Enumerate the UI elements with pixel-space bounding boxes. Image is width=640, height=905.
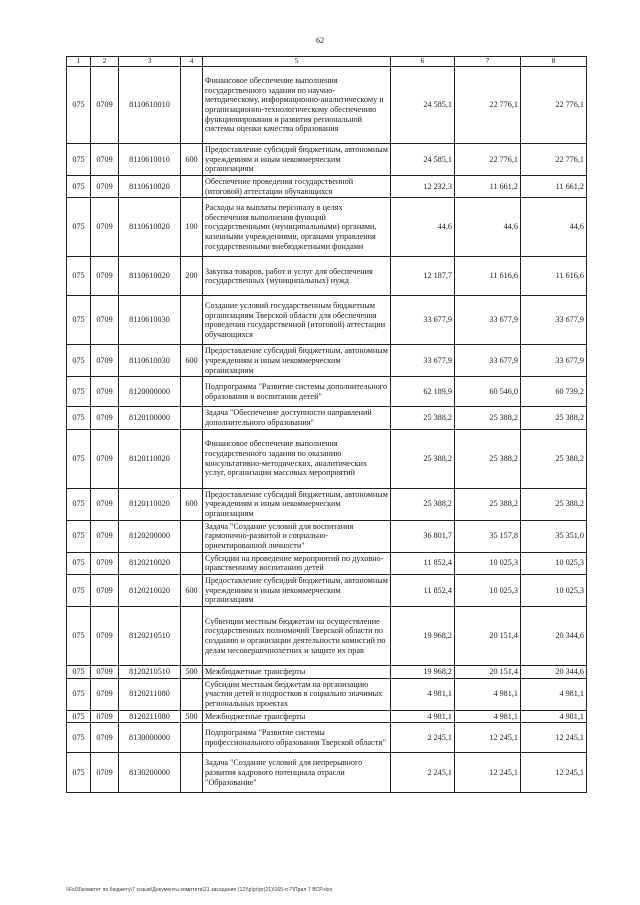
amount-year3-cell: 11 661,2 — [521, 175, 587, 197]
expense-type-cell: 500 — [181, 710, 203, 723]
amount-year3-cell: 22 776,1 — [521, 66, 587, 143]
table-row — [67, 257, 587, 296]
amount-year3-cell: 33 677,9 — [521, 296, 587, 345]
table-row — [67, 198, 587, 257]
target-article-cell: 8130000000 — [119, 723, 181, 753]
amount-year2-cell: 35 157,8 — [455, 520, 521, 552]
table-row — [67, 345, 587, 377]
org-code-cell: 075 — [67, 520, 91, 552]
description-cell: Расходы на выплаты персоналу в целях обеспечения выполнения функций государственными (муниципальными) органами, казенными учреждениями, органами управления государственными внебюджетными фондами — [203, 198, 391, 257]
amount-year1-cell: 12 232,3 — [391, 175, 455, 197]
target-article-cell: 8120110020 — [119, 429, 181, 488]
section-code-cell: 0709 — [91, 520, 119, 552]
table-row — [67, 574, 587, 606]
description-cell: Субсидии на проведение мероприятий по духовно-нравственному воспитанию детей — [203, 552, 391, 574]
section-code-cell: 0709 — [91, 377, 119, 407]
amount-year3-cell: 4 981,1 — [521, 710, 587, 723]
expense-type-cell: 600 — [181, 574, 203, 606]
expense-type-cell — [181, 520, 203, 552]
table-row — [67, 143, 587, 175]
description-cell: Создание условий государственным бюджетным организациям Тверской области для обеспечения проведения государственной (итоговой) аттестации обучающихся — [203, 296, 391, 345]
expense-type-cell — [181, 407, 203, 429]
expense-type-cell: 600 — [181, 345, 203, 377]
section-code-cell: 0709 — [91, 723, 119, 753]
target-article-cell: 8120211080 — [119, 710, 181, 723]
amount-year3-cell: 20 344,6 — [521, 665, 587, 678]
amount-year3-cell: 25 388,2 — [521, 407, 587, 429]
table-row — [67, 66, 587, 143]
amount-year3-cell: 25 388,2 — [521, 488, 587, 520]
amount-year2-cell: 25 388,2 — [455, 429, 521, 488]
amount-year1-cell: 33 677,9 — [391, 296, 455, 345]
column-header: 7 — [455, 57, 521, 67]
org-code-cell: 075 — [67, 574, 91, 606]
amount-year2-cell: 22 776,1 — [455, 66, 521, 143]
org-code-cell: 075 — [67, 175, 91, 197]
org-code-cell: 075 — [67, 296, 91, 345]
amount-year1-cell: 24 585,1 — [391, 66, 455, 143]
table-row — [67, 407, 587, 429]
target-article-cell: 8110610010 — [119, 66, 181, 143]
table-row — [67, 488, 587, 520]
amount-year3-cell: 10 025,3 — [521, 574, 587, 606]
expense-type-cell: 600 — [181, 143, 203, 175]
table-row — [67, 678, 587, 710]
section-code-cell: 0709 — [91, 296, 119, 345]
amount-year2-cell: 25 388,2 — [455, 488, 521, 520]
table-row — [67, 296, 587, 345]
expense-type-cell: 600 — [181, 488, 203, 520]
section-code-cell: 0709 — [91, 429, 119, 488]
org-code-cell: 075 — [67, 710, 91, 723]
expense-type-cell: 100 — [181, 198, 203, 257]
column-header: 2 — [91, 57, 119, 67]
budget-table — [66, 56, 587, 793]
amount-year1-cell: 19 968,2 — [391, 665, 455, 678]
amount-year1-cell: 62 189,9 — [391, 377, 455, 407]
section-code-cell: 0709 — [91, 257, 119, 296]
target-article-cell: 8120211080 — [119, 678, 181, 710]
target-article-cell: 8120100000 — [119, 407, 181, 429]
amount-year2-cell: 22 776,1 — [455, 143, 521, 175]
amount-year2-cell: 10 025,3 — [455, 574, 521, 606]
expense-type-cell — [181, 296, 203, 345]
amount-year2-cell: 12 245,1 — [455, 723, 521, 753]
table-row — [67, 606, 587, 665]
description-cell: Межбюджетные трансферты — [203, 710, 391, 723]
table-row — [67, 665, 587, 678]
target-article-cell: 8120000000 — [119, 377, 181, 407]
table-row — [67, 520, 587, 552]
amount-year1-cell: 2 245,1 — [391, 723, 455, 753]
org-code-cell: 075 — [67, 678, 91, 710]
amount-year2-cell: 20 151,4 — [455, 606, 521, 665]
table-body — [67, 66, 587, 792]
org-code-cell: 075 — [67, 407, 91, 429]
org-code-cell: 075 — [67, 753, 91, 793]
table-row — [67, 429, 587, 488]
amount-year3-cell: 60 739,2 — [521, 377, 587, 407]
org-code-cell: 075 — [67, 723, 91, 753]
expense-type-cell — [181, 429, 203, 488]
description-cell: Обеспечение проведения государственной (итоговой) аттестации обучающихся — [203, 175, 391, 197]
description-cell: Субвенции местным бюджетам на осуществление государственных полномочий Тверской области по созданию и организации деятельности комиссий по делам несовершеннолетних и защите их прав — [203, 606, 391, 665]
expense-type-cell — [181, 552, 203, 574]
amount-year3-cell: 35 351,0 — [521, 520, 587, 552]
amount-year1-cell: 25 388,2 — [391, 429, 455, 488]
description-cell: Финансовое обеспечение выполнения государственного задания по оказанию консультативно-методических, аналитических услуг, организации массовых мероприятий — [203, 429, 391, 488]
description-cell: Предоставление субсидий бюджетным, автономным учреждениям и иным некоммерческим организациям — [203, 143, 391, 175]
amount-year3-cell: 33 677,9 — [521, 345, 587, 377]
description-cell: Подпрограмма "Развитие системы профессионального образования Тверской области" — [203, 723, 391, 753]
description-cell: Финансовое обеспечение выполнения государственного задания по научно-методическому, информационно-аналитическому и организационно-технологическому обеспечению функционирования и развития региональной системы оценки качества образования — [203, 66, 391, 143]
amount-year3-cell: 25 388,2 — [521, 429, 587, 488]
target-article-cell: 8120200000 — [119, 520, 181, 552]
section-code-cell: 0709 — [91, 574, 119, 606]
amount-year3-cell: 20 344,6 — [521, 606, 587, 665]
amount-year3-cell: 44,6 — [521, 198, 587, 257]
section-code-cell: 0709 — [91, 678, 119, 710]
amount-year2-cell: 4 981,1 — [455, 678, 521, 710]
description-cell: Закупка товаров, работ и услуг для обеспечения государственных (муниципальных) нужд — [203, 257, 391, 296]
target-article-cell: 8110610030 — [119, 345, 181, 377]
column-number-row — [67, 57, 587, 67]
amount-year2-cell: 44,6 — [455, 198, 521, 257]
file-path-footer: \\Fs03\комитет по бюджету\7 созыв\Документы комитета\21 заседание (12)\p\pr\pr(21)\165-п-7\Прил 7 ВСР.xlsx — [66, 887, 333, 893]
expense-type-cell — [181, 753, 203, 793]
amount-year1-cell: 12 187,7 — [391, 257, 455, 296]
column-header: 1 — [67, 57, 91, 67]
target-article-cell: 8110610020 — [119, 175, 181, 197]
amount-year3-cell: 12 245,1 — [521, 723, 587, 753]
amount-year3-cell: 12 245,1 — [521, 753, 587, 793]
section-code-cell: 0709 — [91, 665, 119, 678]
table-row — [67, 753, 587, 793]
expense-type-cell — [181, 723, 203, 753]
section-code-cell: 0709 — [91, 753, 119, 793]
section-code-cell: 0709 — [91, 710, 119, 723]
section-code-cell: 0709 — [91, 66, 119, 143]
amount-year3-cell: 10 025,3 — [521, 552, 587, 574]
org-code-cell: 075 — [67, 665, 91, 678]
description-cell: Задача "Создание условий для непрерывного развития кадрового потенциала отрасли "Образование" — [203, 753, 391, 793]
description-cell: Субсидии местным бюджетам на организацию участия детей и подростков в социально значимых региональных проектах — [203, 678, 391, 710]
target-article-cell: 8120210510 — [119, 665, 181, 678]
section-code-cell: 0709 — [91, 143, 119, 175]
amount-year1-cell: 4 981,1 — [391, 710, 455, 723]
expense-type-cell: 200 — [181, 257, 203, 296]
description-cell: Задача "Создание условий для воспитания гармонично-развитой и социально-ориентированной личности" — [203, 520, 391, 552]
amount-year2-cell: 4 981,1 — [455, 710, 521, 723]
section-code-cell: 0709 — [91, 345, 119, 377]
amount-year1-cell: 19 968,2 — [391, 606, 455, 665]
target-article-cell: 8130200000 — [119, 753, 181, 793]
description-cell: Предоставление субсидий бюджетным, автономным учреждениям и иным некоммерческим организациям — [203, 488, 391, 520]
section-code-cell: 0709 — [91, 175, 119, 197]
org-code-cell: 075 — [67, 488, 91, 520]
page-number: 62 — [316, 36, 324, 45]
amount-year1-cell: 11 852,4 — [391, 552, 455, 574]
target-article-cell: 8110610020 — [119, 257, 181, 296]
expense-type-cell — [181, 377, 203, 407]
org-code-cell: 075 — [67, 377, 91, 407]
amount-year1-cell: 33 677,9 — [391, 345, 455, 377]
amount-year1-cell: 44,6 — [391, 198, 455, 257]
amount-year2-cell: 20 151,4 — [455, 665, 521, 678]
table-row — [67, 377, 587, 407]
column-header: 4 — [181, 57, 203, 67]
description-cell: Предоставление субсидий бюджетным, автономным учреждениям и иным некоммерческим организациям — [203, 345, 391, 377]
description-cell: Предоставление субсидий бюджетным, автономным учреждениям и иным некоммерческим организациям — [203, 574, 391, 606]
expense-type-cell — [181, 66, 203, 143]
target-article-cell: 8120210510 — [119, 606, 181, 665]
amount-year1-cell: 25 388,2 — [391, 407, 455, 429]
amount-year2-cell: 25 388,2 — [455, 407, 521, 429]
amount-year3-cell: 22 776,1 — [521, 143, 587, 175]
amount-year1-cell: 36 801,7 — [391, 520, 455, 552]
amount-year1-cell: 11 852,4 — [391, 574, 455, 606]
amount-year3-cell: 11 616,6 — [521, 257, 587, 296]
column-header: 5 — [203, 57, 391, 67]
table-row — [67, 552, 587, 574]
amount-year2-cell: 11 616,6 — [455, 257, 521, 296]
amount-year3-cell: 4 981,1 — [521, 678, 587, 710]
description-cell: Межбюджетные трансферты — [203, 665, 391, 678]
amount-year2-cell: 33 677,9 — [455, 345, 521, 377]
org-code-cell: 075 — [67, 345, 91, 377]
target-article-cell: 8120210020 — [119, 574, 181, 606]
amount-year2-cell: 12 245,1 — [455, 753, 521, 793]
section-code-cell: 0709 — [91, 552, 119, 574]
section-code-cell: 0709 — [91, 606, 119, 665]
target-article-cell: 8110610010 — [119, 143, 181, 175]
section-code-cell: 0709 — [91, 488, 119, 520]
description-cell: Задача "Обеспечение доступности направлений дополнительного образования" — [203, 407, 391, 429]
expense-type-cell — [181, 606, 203, 665]
table-row — [67, 723, 587, 753]
target-article-cell: 8110610020 — [119, 198, 181, 257]
target-article-cell: 8110610030 — [119, 296, 181, 345]
amount-year1-cell: 4 981,1 — [391, 678, 455, 710]
column-header: 8 — [521, 57, 587, 67]
section-code-cell: 0709 — [91, 198, 119, 257]
section-code-cell: 0709 — [91, 407, 119, 429]
table-row — [67, 175, 587, 197]
target-article-cell: 8120110020 — [119, 488, 181, 520]
org-code-cell: 075 — [67, 198, 91, 257]
expense-type-cell: 500 — [181, 665, 203, 678]
column-header: 3 — [119, 57, 181, 67]
column-header: 6 — [391, 57, 455, 67]
target-article-cell: 8120210020 — [119, 552, 181, 574]
org-code-cell: 075 — [67, 143, 91, 175]
org-code-cell: 075 — [67, 429, 91, 488]
org-code-cell: 075 — [67, 552, 91, 574]
amount-year2-cell: 10 025,3 — [455, 552, 521, 574]
expense-type-cell — [181, 175, 203, 197]
amount-year2-cell: 60 546,0 — [455, 377, 521, 407]
org-code-cell: 075 — [67, 66, 91, 143]
amount-year2-cell: 33 677,9 — [455, 296, 521, 345]
amount-year2-cell: 11 661,2 — [455, 175, 521, 197]
amount-year1-cell: 24 585,1 — [391, 143, 455, 175]
org-code-cell: 075 — [67, 606, 91, 665]
table-row — [67, 710, 587, 723]
expense-type-cell — [181, 678, 203, 710]
amount-year1-cell: 2 245,1 — [391, 753, 455, 793]
description-cell: Подпрограмма "Развитие системы дополнительного образования и воспитания детей" — [203, 377, 391, 407]
amount-year1-cell: 25 388,2 — [391, 488, 455, 520]
org-code-cell: 075 — [67, 257, 91, 296]
